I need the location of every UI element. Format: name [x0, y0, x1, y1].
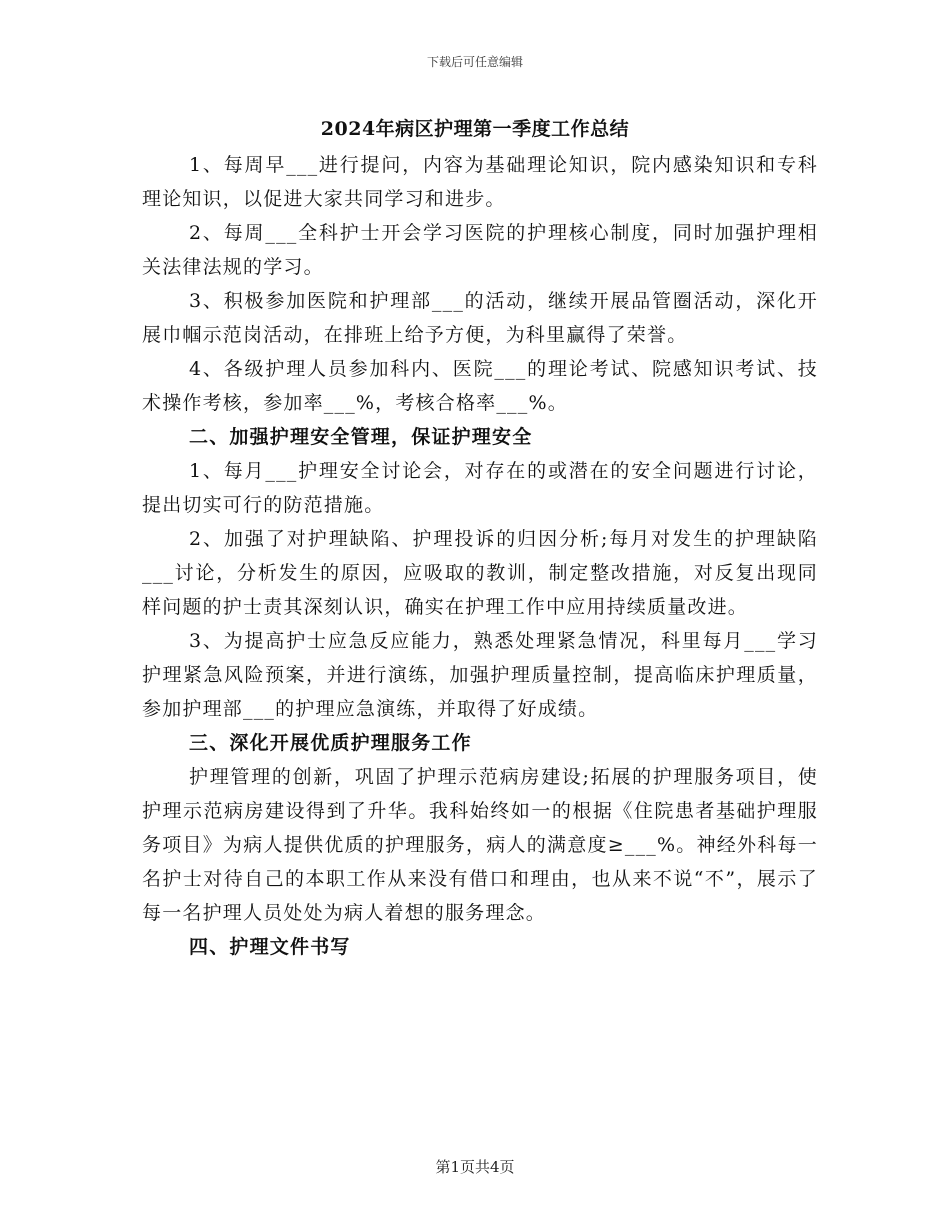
paragraph-4: 4、各级护理人员参加科内、医院___的理论考试、院感知识考试、技术操作考核，参加率___%，考核合格率___%。	[142, 358, 818, 414]
page-footer: 第1页共4页	[435, 1158, 515, 1176]
section-heading-4: 四、护理文件书写	[189, 936, 351, 958]
paragraph-7: 3、为提高护士应急反应能力，熟悉处理紧急情况，科里每月___学习护理紧急风险预案，并进行演练，加强护理质量控制，提高临床护理质量，参加护理部___的护理应急演练，并取得了好成绩。	[142, 630, 818, 720]
paragraph-1: 1、每周早___进行提问，内容为基础理论知识，院内感染知识和专科理论知识，以促进大家共同学习和进步。	[142, 154, 818, 210]
paragraph-6: 2、加强了对护理缺陷、护理投诉的归因分析;每月对发生的护理缺陷___讨论，分析发生的原因，应吸取的教训，制定整改措施，对反复出现同样问题的护士责其深刻认识，确实在护理工作中应用持续质量改进。	[142, 528, 818, 618]
paragraph-3: 3、积极参加医院和护理部___的活动，继续开展品管圈活动，深化开展巾帼示范岗活动，在排班上给予方便，为科里赢得了荣誉。	[142, 290, 818, 346]
document-body	[142, 148, 818, 964]
document-title: 2024年病区护理第一季度工作总结	[320, 118, 630, 140]
section-heading-2: 二、加强护理安全管理，保证护理安全	[189, 426, 533, 448]
paragraph-2: 2、每周___全科护士开会学习医院的护理核心制度，同时加强护理相关法律法规的学习。	[142, 222, 818, 278]
section-heading-3: 三、深化开展优质护理服务工作	[189, 732, 472, 754]
header-note: 下载后可任意编辑	[426, 55, 523, 69]
paragraph-8: 护理管理的创新，巩固了护理示范病房建设;拓展的护理服务项目，使护理示范病房建设得到了升华。我科始终如一的根据《住院患者基础护理服务项目》为病人提供优质的护理服务，病人的满意度≥___%。神经外科每一名护士对待自己的本职工作从来没有借口和理由，也从来不说“不”，展示了每一名护理人员处处为病人着想的服务理念。	[142, 766, 818, 924]
paragraph-5: 1、每月___护理安全讨论会，对存在的或潜在的安全问题进行讨论，提出切实可行的防范措施。	[142, 460, 818, 516]
